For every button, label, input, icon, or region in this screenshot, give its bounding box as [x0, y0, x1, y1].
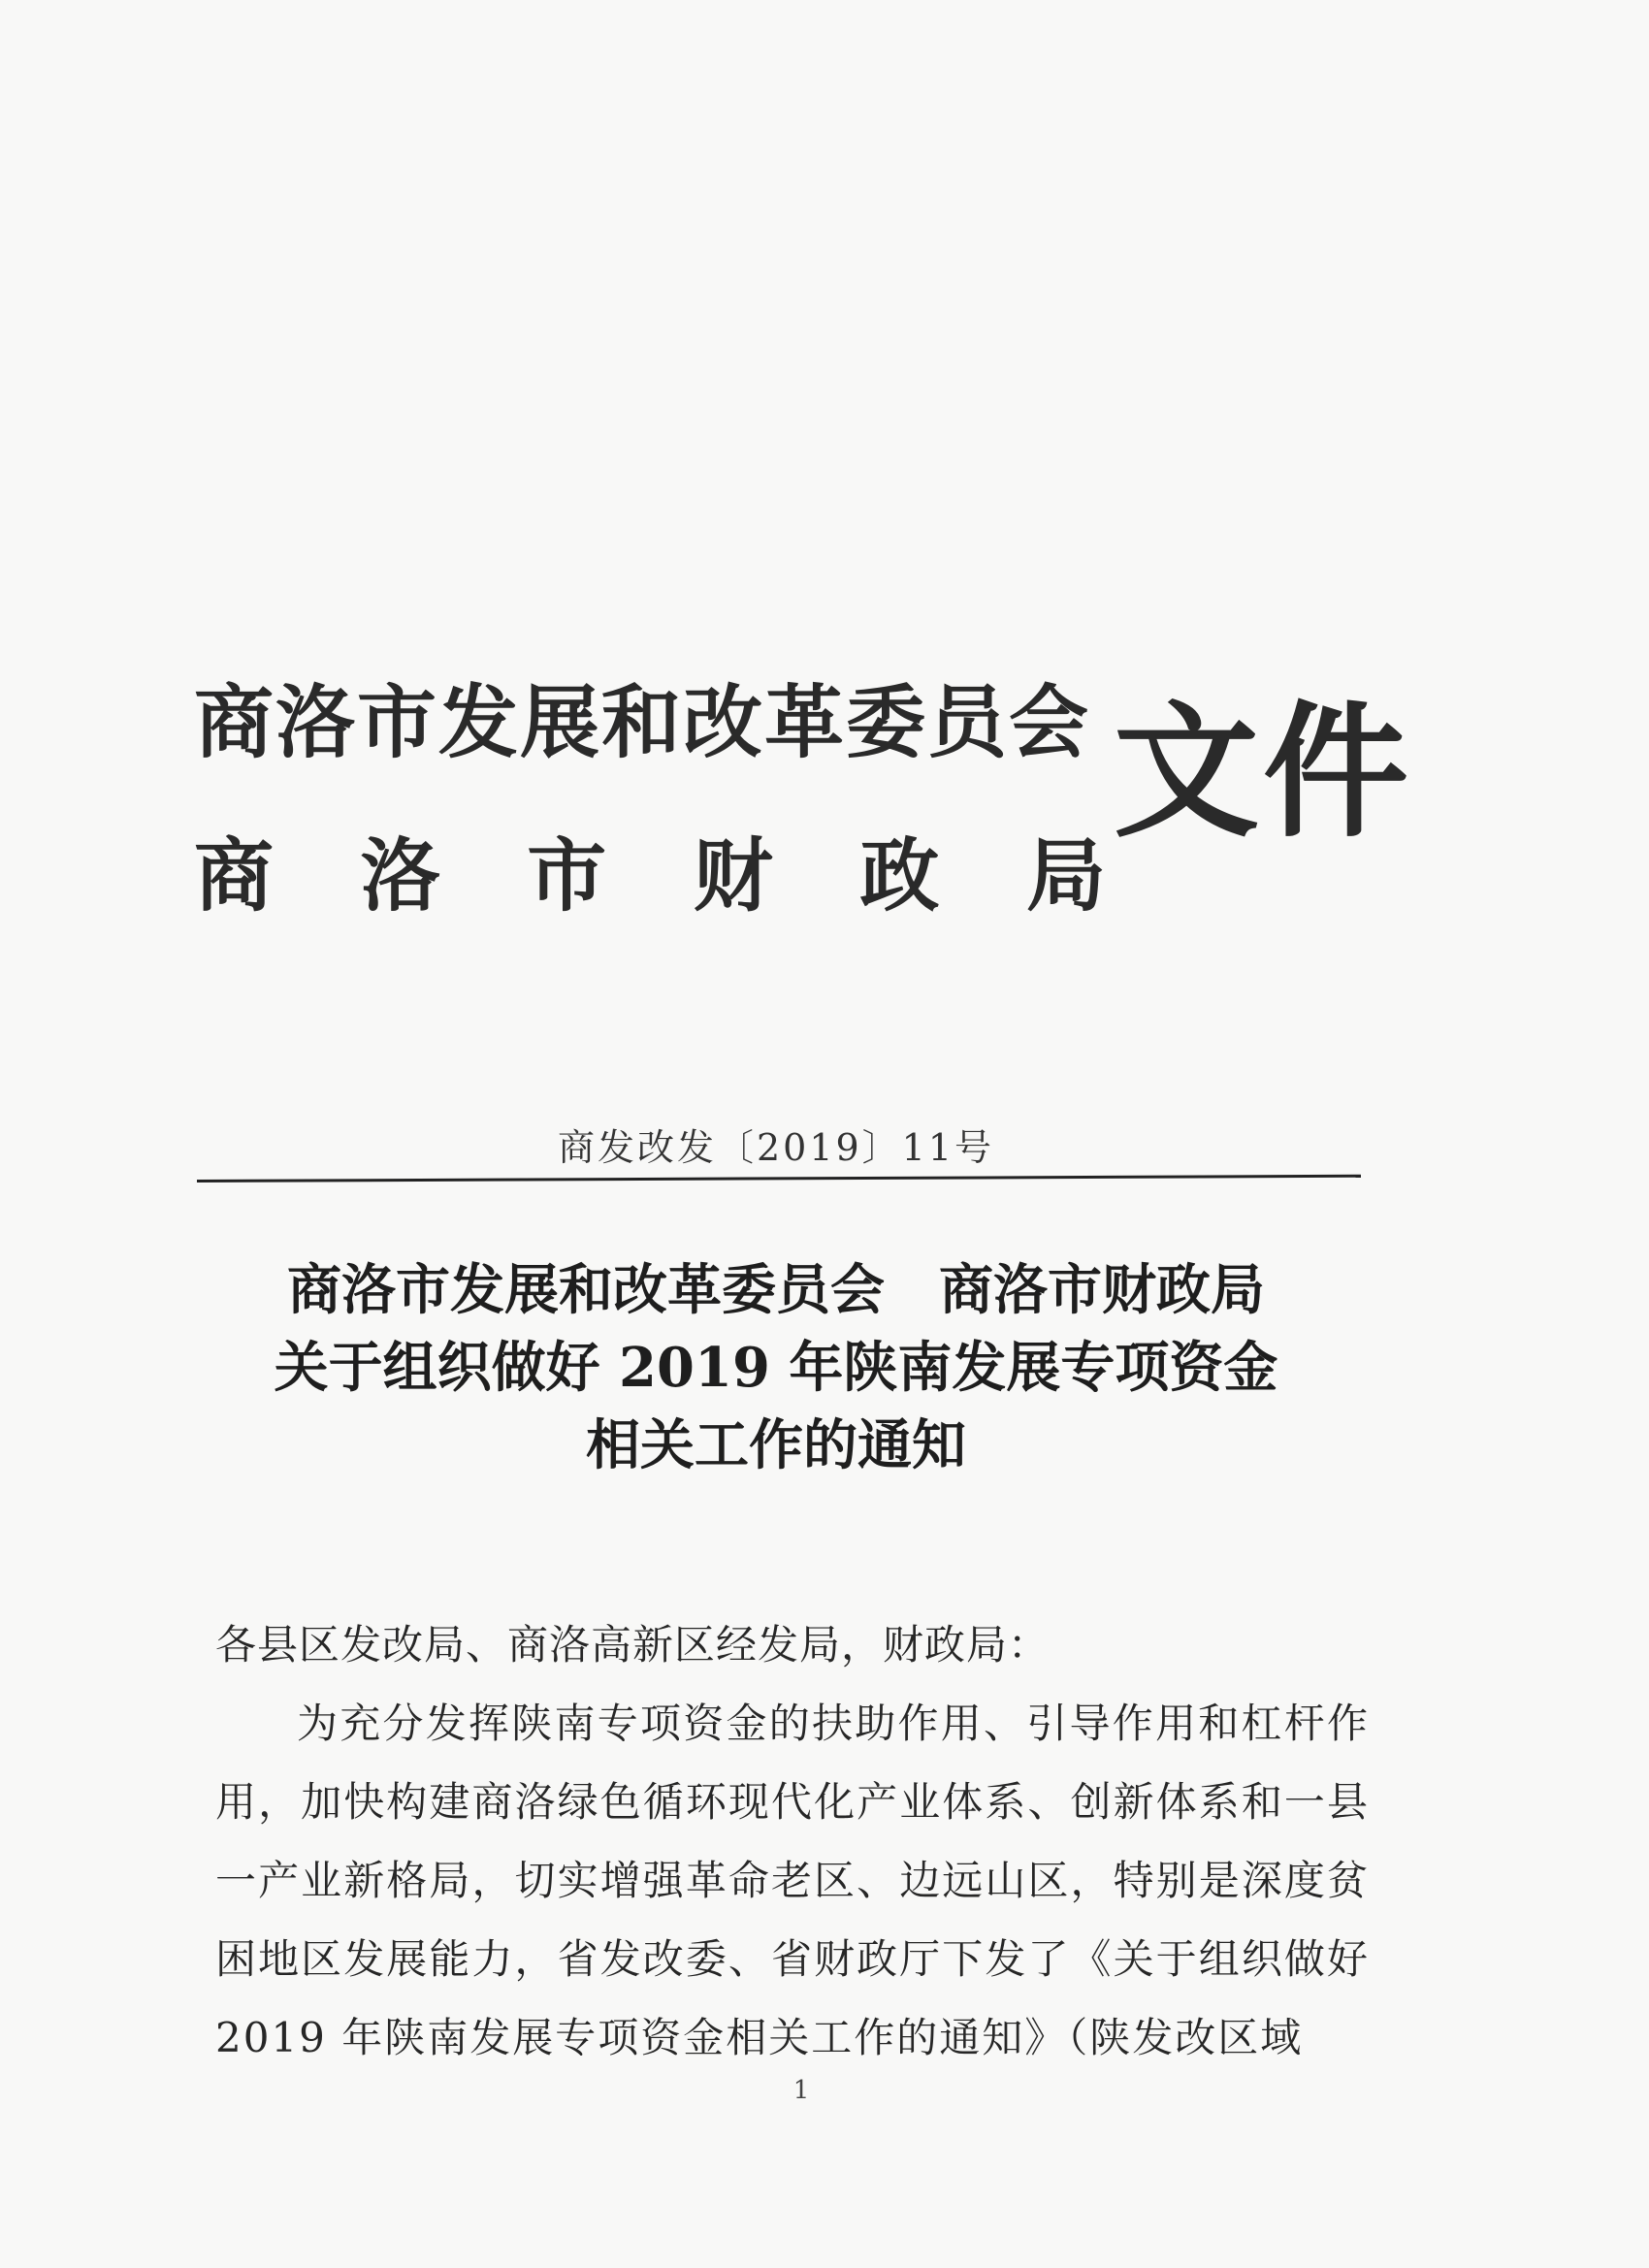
org-name-development-reform: 商洛市发展和改革委员会 — [194, 676, 1091, 769]
document-type-label: 文件 — [1114, 687, 1413, 858]
org-char: 财 — [693, 829, 773, 923]
org-name-finance-bureau — [194, 829, 1106, 923]
title-line: 商洛市发展和改革委员会 商洛市财政局 — [287, 1258, 1265, 1322]
header-divider — [197, 1175, 1361, 1183]
body-paragraph: 为充分发挥陕南专项资金的扶助作用、引导作用和杠杆作用，加快构建商洛绿色循环现代化产业体系、创新体系和一县一产业新格局，切实增强革命老区、边远山区，特别是深度贫困地区发展能力，省发改委、省财政厅下发了《关于组织做好2019 年陕南发展专项资金相关工作的通知》（陕发改区域 — [215, 1700, 1370, 2061]
org-char: 市 — [527, 829, 607, 923]
document-body — [215, 1605, 1370, 2077]
org-char: 政 — [859, 829, 940, 923]
document-number: 商发改发〔2019〕11号 — [557, 1126, 995, 1169]
title-line: 关于组织做好 2019 年陕南发展专项资金 — [274, 1336, 1278, 1400]
issuing-organizations — [194, 676, 1106, 923]
title-line: 相关工作的通知 — [586, 1413, 966, 1477]
page-number: 1 — [792, 2076, 810, 2105]
salutation: 各县区发改局、商洛高新区经发局，财政局： — [215, 1621, 1051, 1669]
document-title — [0, 1251, 1552, 1484]
org-char: 商 — [194, 829, 275, 923]
org-char: 局 — [1025, 829, 1106, 923]
org-char: 洛 — [360, 829, 440, 923]
